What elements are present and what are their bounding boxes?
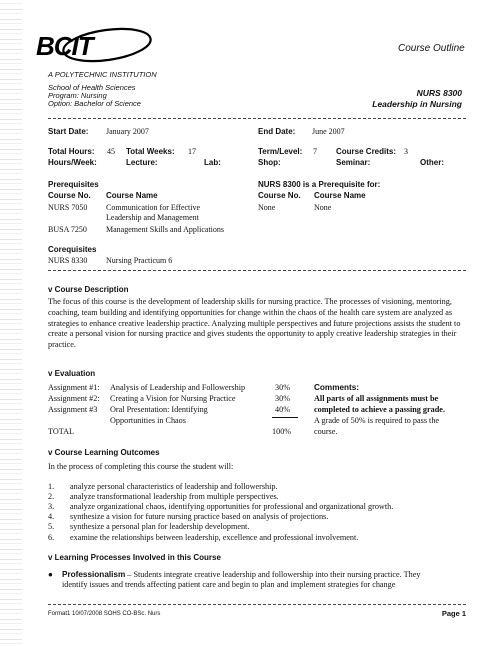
processes-heading: v Learning Processes Involved in this Course [48, 553, 221, 562]
comments-heading: Comments: [314, 383, 360, 392]
start-date-value: January 2007 [106, 127, 149, 136]
eval-desc: Analysis of Leadership and Followership [110, 383, 246, 392]
outcomes-heading: v Course Learning Outcomes [48, 448, 160, 457]
comments-line: All parts of all assignments must be [314, 394, 439, 403]
lab-label: Lab: [204, 158, 221, 167]
comments-line: completed to achieve a passing grade. [314, 405, 445, 414]
outcome-item: 1. analyze personal characteristics of leadership and followership. [48, 482, 278, 491]
eval-label: Assignment #2: [48, 394, 100, 403]
prereq-heading: Prerequisites [48, 180, 99, 189]
comments-line: course. [314, 427, 338, 436]
footer-left: Format1 10/07/2008 SOHS CO-BSc. Nurs [48, 611, 161, 617]
shop-label: Shop: [258, 158, 281, 167]
evaluation-heading: v Evaluation [48, 369, 96, 378]
outcome-item: 6. examine the relationships between leadership, excellence and professional involvement. [48, 533, 359, 542]
outcomes-intro: In the process of completing this course the student will: [48, 462, 234, 471]
is-prereq-name: None [314, 203, 332, 212]
total-underline [272, 417, 298, 418]
is-prereq-no: None [258, 203, 276, 212]
total-hours-value: 45 [107, 147, 115, 156]
is-prereq-col-no: Course No. [258, 191, 301, 200]
hours-week-label: Hours/Week: [48, 158, 97, 167]
process-bullet-line: Professionalism – Students integrate creative leadership and followership into their nursing practice. They [62, 570, 421, 579]
course-code: NURS 8300 [416, 88, 462, 98]
prereq-row-name: Communication for Effective [106, 203, 201, 212]
lecture-label: Lecture: [126, 158, 158, 167]
logo-text: BCIT [36, 31, 93, 61]
outcome-item: 3. analyze organizational chaos, identifying opportunities for professional and organizational growth. [48, 502, 394, 511]
eval-total-value: 100% [272, 427, 292, 436]
end-date-label: End Date: [258, 127, 296, 136]
prereq-row-no: BUSA 7250 [48, 225, 87, 234]
footer-page-number: Page 1 [441, 609, 466, 618]
is-prereq-heading: NURS 8300 is a Prerequisite for: [258, 180, 381, 189]
other-label: Other: [420, 158, 444, 167]
is-prereq-col-name: Course Name [314, 191, 366, 200]
eval-label: Assignment #3 [48, 405, 98, 414]
eval-desc: Oral Presentation: Identifying [110, 405, 208, 414]
term-label: Term/Level: [258, 147, 303, 156]
doc-type: Course Outline [398, 43, 465, 54]
coreq-name: Nursing Practicum 6 [106, 256, 173, 265]
outcome-item: 4. synthesize a vision for future nursing practice based on analysis of projections. [48, 512, 329, 521]
program-name: Program: Nursing [48, 91, 107, 100]
coreq-no: NURS 8330 [48, 256, 88, 265]
term-value: 7 [313, 147, 317, 156]
eval-pct: 30% [275, 383, 291, 392]
course-title: Leadership in Nursing [372, 99, 462, 109]
option-name: Option: Bachelor of Science [48, 99, 141, 108]
eval-pct: 40% [275, 405, 291, 414]
credits-label: Course Credits: [336, 147, 397, 156]
description-text: The focus of this course is the development of leadership skills for nursing practice. The processes of visioning, mentoring, coaching, team building and identifying opportunities for change within the chaos of the health care system are analyzed as strategies to enhance creative leadership practice. Analyzing multiple perspectives and future projections assists the student to create a personal vision for nursing practice and gives students the opportunity to apply creative leadership strategies in their practice. [48, 297, 461, 350]
prereq-col-no: Course No. [48, 191, 91, 200]
divider [48, 270, 466, 271]
process-bullet-line: identify issues and trends affecting patient care and begin to plan and implement strategies for change [62, 580, 396, 589]
outcome-item: 5. synthesize a personal plan for leadership development. [48, 522, 250, 531]
start-date-label: Start Date: [48, 127, 89, 136]
prereq-row-name-cont: Leadership and Management [106, 213, 199, 222]
coreq-heading: Corequisites [48, 245, 97, 254]
eval-pct: 30% [275, 394, 291, 403]
prereq-row-name: Management Skills and Applications [106, 225, 224, 234]
comments-line: A grade of 50% is required to pass the [314, 416, 440, 425]
end-date-value: June 2007 [312, 127, 345, 136]
eval-desc: Creating a Vision for Nursing Practice [110, 394, 236, 403]
eval-label: Assignment #1: [48, 383, 100, 392]
description-heading: v Course Description [48, 285, 129, 294]
bullet-icon: ● [48, 570, 53, 579]
eval-desc-cont: Opportunities in Chaos [110, 416, 186, 425]
total-weeks-value: 17 [188, 147, 196, 156]
divider [48, 118, 466, 119]
credits-value: 3 [404, 147, 408, 156]
total-weeks-label: Total Weeks: [126, 147, 175, 156]
eval-total-label: TOTAL [48, 427, 75, 436]
school-name: School of Health Sciences [48, 83, 136, 92]
prereq-row-no: NURS 7050 [48, 203, 88, 212]
prereq-col-name: Course Name [106, 191, 158, 200]
seminar-label: Seminar: [336, 158, 371, 167]
divider [48, 604, 466, 605]
scan-edge-artifact [0, 0, 22, 646]
institution-tagline: A POLYTECHNIC INSTITUTION [48, 70, 157, 79]
total-hours-label: Total Hours: [48, 147, 95, 156]
outcome-item: 2. analyze transformational leadership from multiple perspectives. [48, 492, 279, 501]
